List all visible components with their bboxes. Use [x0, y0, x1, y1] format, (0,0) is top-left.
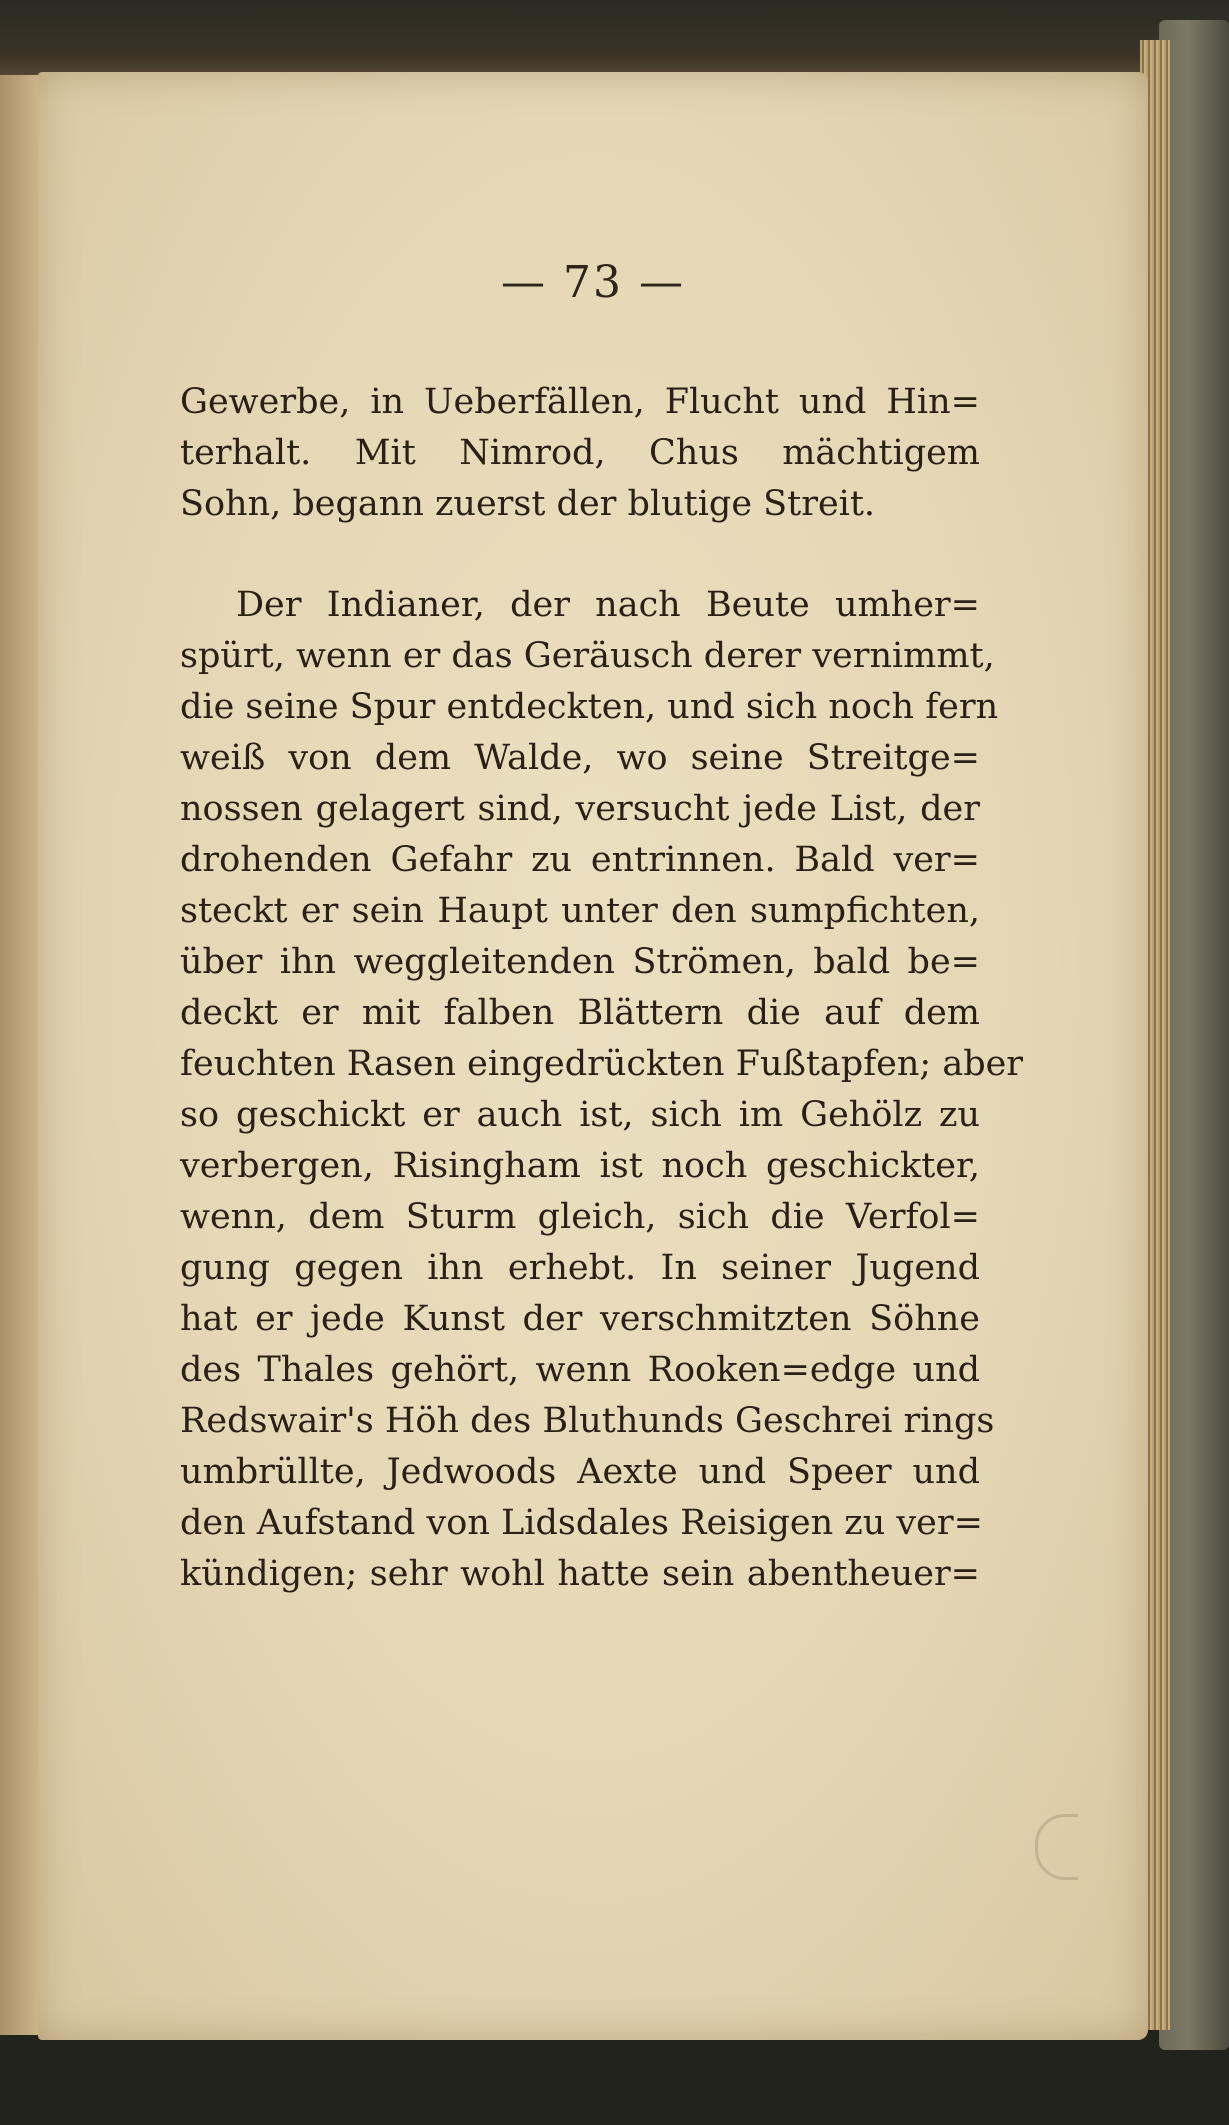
text-line: feuchten Rasen eingedrückten Fußtapfen; aber — [180, 1044, 1024, 1084]
text-line: weiß von dem Walde, wo seine Streitge= — [180, 738, 980, 778]
text-line: spürt, wenn er das Geräusch derer vernimmt, — [180, 636, 995, 676]
text-line: Der Indianer, der nach Beute umher= — [236, 585, 980, 625]
text-line: gung gegen ihn erhebt. In seiner Jugend — [180, 1248, 980, 1288]
text-line: nossen gelagert sind, versucht jede List, der — [180, 789, 980, 829]
paragraph-2 — [180, 580, 1024, 1600]
left-page-edge — [0, 75, 40, 2035]
text-line: deckt er mit falben Blättern die auf dem — [180, 993, 980, 1033]
paragraph-gap — [180, 530, 980, 580]
text-line: steckt er sein Haupt unter den sumpfichten, — [180, 891, 980, 931]
page-number: — 73 — — [501, 257, 685, 308]
paragraph-1 — [180, 377, 980, 530]
text-line: die seine Spur entdeckten, und sich noch fern — [180, 687, 999, 727]
text-line: verbergen, Risingham ist noch geschickter, — [180, 1146, 980, 1186]
text-line: über ihn weggleitenden Strömen, bald be= — [180, 942, 980, 982]
body-text — [180, 377, 1024, 1600]
text-line: Gewerbe, in Ueberfällen, Flucht und Hin= — [180, 382, 980, 422]
text-line: Sohn, begann zuerst der blutige Streit. — [180, 484, 876, 524]
text-line: wenn, dem Sturm gleich, sich die Verfol= — [180, 1197, 980, 1237]
text-line: hat er jede Kunst der verschmitzten Söhne — [180, 1299, 980, 1339]
text-line: umbrüllte, Jedwoods Aexte und Speer und — [180, 1452, 980, 1492]
text-line: Redswair's Höh des Bluthunds Geschrei rings — [180, 1401, 995, 1441]
text-line: kündigen; sehr wohl hatte sein abentheuer= — [180, 1554, 980, 1594]
page-smudge — [1035, 1814, 1078, 1880]
book-page — [38, 72, 1148, 2040]
text-line: terhalt. Mit Nimrod, Chus mächtigem — [180, 433, 980, 473]
book-cover-top — [0, 0, 1229, 80]
text-line: den Aufstand von Lidsdales Reisigen zu ver= — [180, 1503, 983, 1543]
text-line: des Thales gehört, wenn Rooken=edge und — [180, 1350, 980, 1390]
text-line: so geschickt er auch ist, sich im Gehölz zu — [180, 1095, 980, 1135]
text-line: drohenden Gefahr zu entrinnen. Bald ver= — [180, 840, 980, 880]
